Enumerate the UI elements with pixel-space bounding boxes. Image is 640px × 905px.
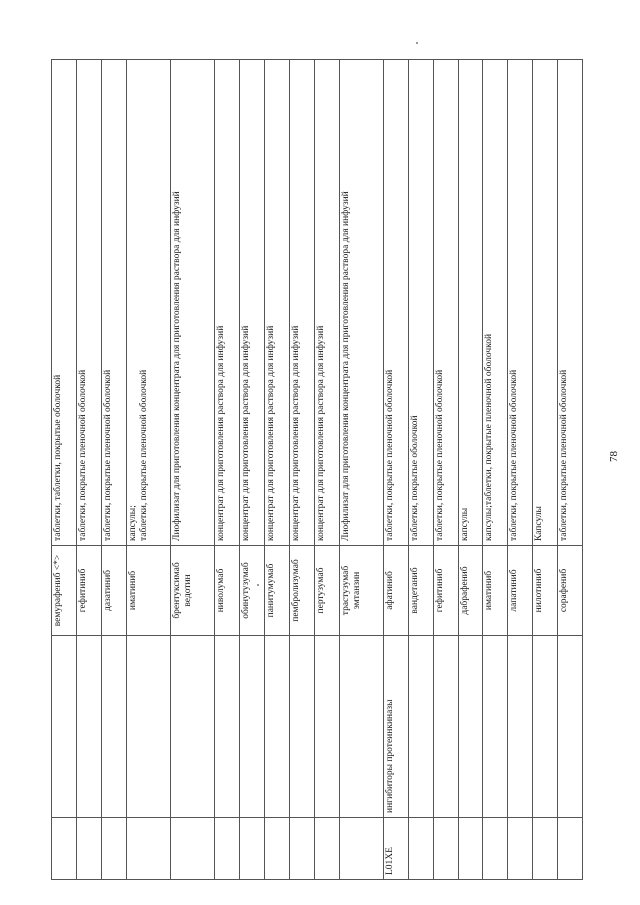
empty-cell: [170, 636, 214, 818]
drug-table: [51, 59, 583, 880]
drug-name-cell: нилотиниб: [533, 546, 558, 636]
empty-cell: [339, 818, 383, 880]
empty-cell: [76, 818, 101, 880]
dosage-form-cell: концентрат для приготовления раствора для инфузий: [314, 60, 339, 546]
drug-name-cell: лапатиниб: [508, 546, 533, 636]
table-row: [314, 60, 339, 880]
dosage-form-cell: таблетки, таблетки, покрытые оболочкой: [52, 60, 77, 546]
empty-cell: [215, 636, 240, 818]
empty-cell: [265, 636, 290, 818]
scan-speck: [416, 42, 418, 44]
table-row: [265, 60, 290, 880]
table-row: [215, 60, 240, 880]
dosage-form-cell: концентрат для приготовления раствора для инфузий: [215, 60, 240, 546]
empty-cell: [458, 818, 483, 880]
dosage-form-cell: таблетки, покрытые пленочной оболочкой: [558, 60, 583, 546]
empty-cell: [265, 818, 290, 880]
table-row: [170, 60, 214, 880]
table-row: [483, 60, 508, 880]
empty-cell: [558, 636, 583, 818]
empty-cell: [215, 818, 240, 880]
drug-name-cell: афатиниб: [384, 546, 409, 636]
dosage-form-cell: Лиофилизат для приготовления концентрата для приготовления раствора для инфузий: [170, 60, 214, 546]
empty-cell: [52, 636, 77, 818]
empty-cell: [289, 636, 314, 818]
drug-name-cell: обинутузумаб: [240, 546, 265, 636]
table-row: [101, 60, 126, 880]
empty-cell: [76, 636, 101, 818]
dosage-form-cell: концентрат для приготовления раствора для инфузий: [289, 60, 314, 546]
drug-name-cell: дабрафениб: [458, 546, 483, 636]
empty-cell: [314, 818, 339, 880]
empty-cell: [533, 636, 558, 818]
drug-name-cell: гефитиниб: [433, 546, 458, 636]
dosage-form-cell: концентрат для приготовления раствора для инфузий: [240, 60, 265, 546]
drug-name-cell: вемурафениб <*>: [52, 546, 77, 636]
drug-name-cell: иматиниб: [126, 546, 170, 636]
table-row: [76, 60, 101, 880]
drug-name-cell: дазатиниб: [101, 546, 126, 636]
empty-cell: [408, 636, 433, 818]
empty-cell: [433, 818, 458, 880]
empty-cell: [408, 818, 433, 880]
table-row: [126, 60, 170, 880]
empty-cell: [508, 636, 533, 818]
table-row: [508, 60, 533, 880]
dosage-form-cell: таблетки, покрытые пленочной оболочкой: [508, 60, 533, 546]
table-row: [433, 60, 458, 880]
dosage-form-cell: таблетки, покрытые пленочной оболочкой: [433, 60, 458, 546]
empty-cell: [289, 818, 314, 880]
empty-cell: [314, 636, 339, 818]
table-row: [458, 60, 483, 880]
empty-cell: [101, 818, 126, 880]
table-row: [289, 60, 314, 880]
empty-cell: [170, 818, 214, 880]
dosage-form-cell: таблетки, покрытые оболочкой: [408, 60, 433, 546]
dosage-form-cell: капсулы: [458, 60, 483, 546]
table-row: [52, 60, 77, 880]
empty-cell: [240, 636, 265, 818]
dosage-form-cell: таблетки, покрытые пленочной оболочкой: [76, 60, 101, 546]
empty-cell: [483, 636, 508, 818]
empty-cell: [433, 636, 458, 818]
empty-cell: [126, 636, 170, 818]
dosage-form-cell: капсулы;таблетки, покрытые пленочной оболочкой: [483, 60, 508, 546]
empty-cell: [126, 818, 170, 880]
table-row: [339, 60, 383, 880]
dosage-form-cell: Капсулы: [533, 60, 558, 546]
empty-cell: [508, 818, 533, 880]
dosage-form-cell: таблетки, покрытые пленочной оболочкой: [101, 60, 126, 546]
empty-cell: [533, 818, 558, 880]
empty-cell: [339, 636, 383, 818]
empty-cell: [52, 818, 77, 880]
empty-cell: [458, 636, 483, 818]
dosage-form-cell: таблетки, покрытые пленочной оболочкой: [384, 60, 409, 546]
drug-name-cell: гефитиниб: [76, 546, 101, 636]
dosage-form-cell: капсулы; таблетки, покрытые пленочной оболочкой: [126, 60, 170, 546]
table-row: [240, 60, 265, 880]
drug-name-cell: пембролизумаб: [289, 546, 314, 636]
page-number: 78: [608, 451, 620, 462]
empty-cell: [240, 818, 265, 880]
drug-name-cell: иматиниб: [483, 546, 508, 636]
empty-cell: [483, 818, 508, 880]
drug-name-cell: сорафениб: [558, 546, 583, 636]
dosage-form-cell: концентрат для приготовления раствора для инфузий: [265, 60, 290, 546]
table-row: [384, 60, 409, 880]
drug-name-cell: брентуксимаб ведотин: [170, 546, 214, 636]
drug-name-cell: пертузумаб: [314, 546, 339, 636]
empty-cell: [101, 636, 126, 818]
table-row: [558, 60, 583, 880]
table-row: [408, 60, 433, 880]
drug-name-cell: панитумумаб: [265, 546, 290, 636]
empty-cell: [558, 818, 583, 880]
group-name-cell: ингибиторы протеинкиназы: [384, 636, 409, 818]
drug-name-cell: трастузумаб эмтанзин: [339, 546, 383, 636]
table-row: [533, 60, 558, 880]
drug-name-cell: вандетаниб: [408, 546, 433, 636]
drug-name-cell: ниволумаб: [215, 546, 240, 636]
atc-code-cell: L01XE: [384, 818, 409, 880]
rotated-table-block: [51, 60, 583, 880]
dosage-form-cell: Лиофилизат для приготовления концентрата для приготовления раствора для инфузий: [339, 60, 383, 546]
